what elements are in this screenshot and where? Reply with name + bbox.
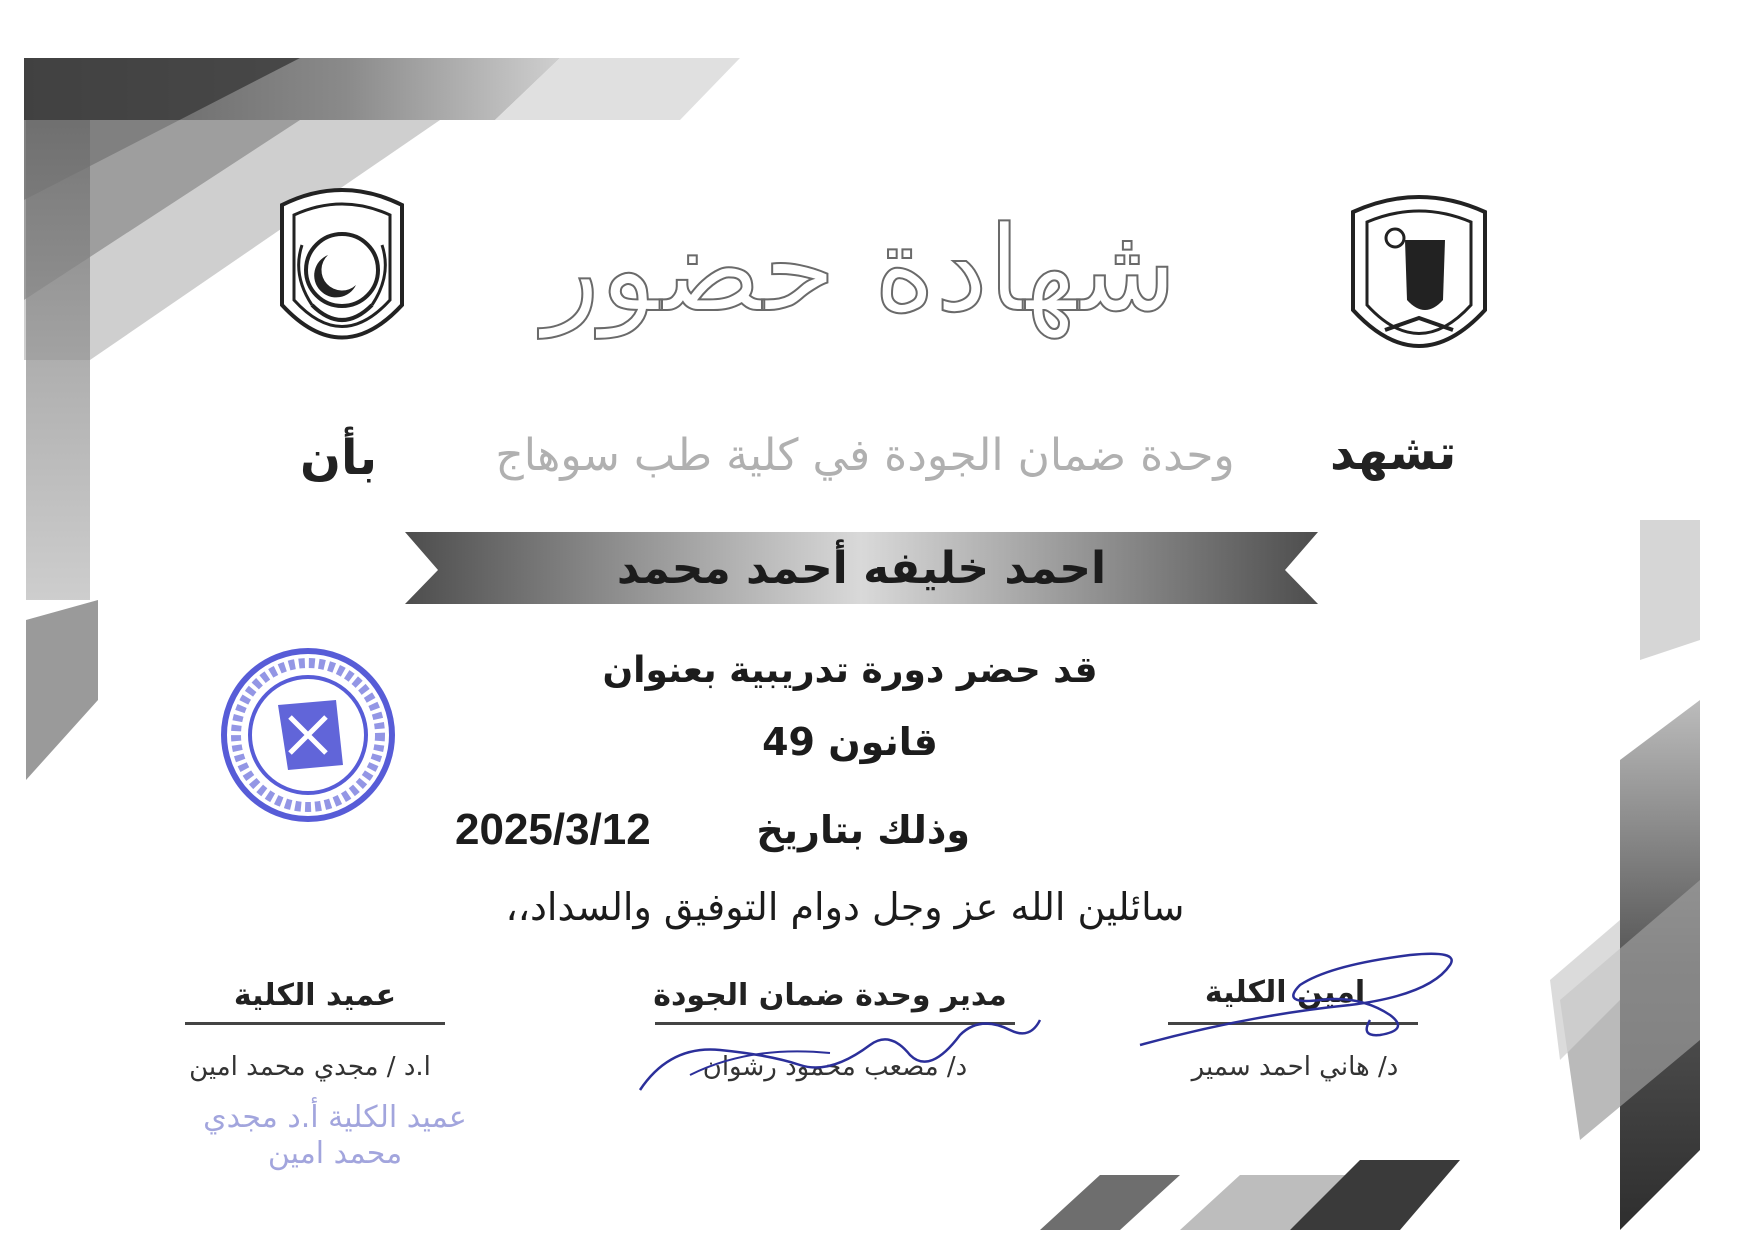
signatory-title-dean: عميد الكلية <box>233 978 397 1013</box>
intro-right-word: بأن <box>300 430 378 486</box>
course-title: قانون 49 <box>762 720 938 764</box>
signatory-title-quality-director: مدير وحدة ضمان الجودة <box>653 978 1007 1013</box>
signatory-name-quality-director: د/ مصعب محمود رشوان <box>702 1052 968 1082</box>
signatory-name-secretary: د/ هاني احمد سمير <box>1191 1052 1399 1082</box>
signatory-title-secretary: امين الكلية <box>1204 975 1366 1010</box>
attended-line: قد حضر دورة تدريبية بعنوان <box>602 650 1098 691</box>
university-seal-icon <box>272 185 412 370</box>
dean-signature-stamp: عميد الكلية أ.د مجدي محمد امين <box>203 1100 467 1171</box>
official-stamp-icon <box>218 645 398 825</box>
intro-left-word: تشهد <box>1330 425 1457 481</box>
signature-line-dean <box>185 1022 445 1025</box>
closing-prayer: سائلين الله عز وجل دوام التوفيق والسداد،، <box>505 885 1185 929</box>
date-label: وذلك بتاريخ <box>756 808 970 852</box>
recipient-name: احمد خليفه أحمد محمد <box>616 543 1107 594</box>
certificate-title: شهادة حضور <box>542 200 1178 338</box>
faculty-seal-icon <box>1345 190 1493 378</box>
signatory-name-dean: ا.د / مجدي محمد امين <box>189 1052 431 1082</box>
issuer-line: وحدة ضمان الجودة في كلية طب سوهاج <box>495 430 1235 481</box>
handwritten-signature-quality-director <box>630 1005 1050 1095</box>
handwritten-signature-secretary <box>1130 945 1470 1055</box>
date-value: 2025/3/12 <box>455 805 651 854</box>
